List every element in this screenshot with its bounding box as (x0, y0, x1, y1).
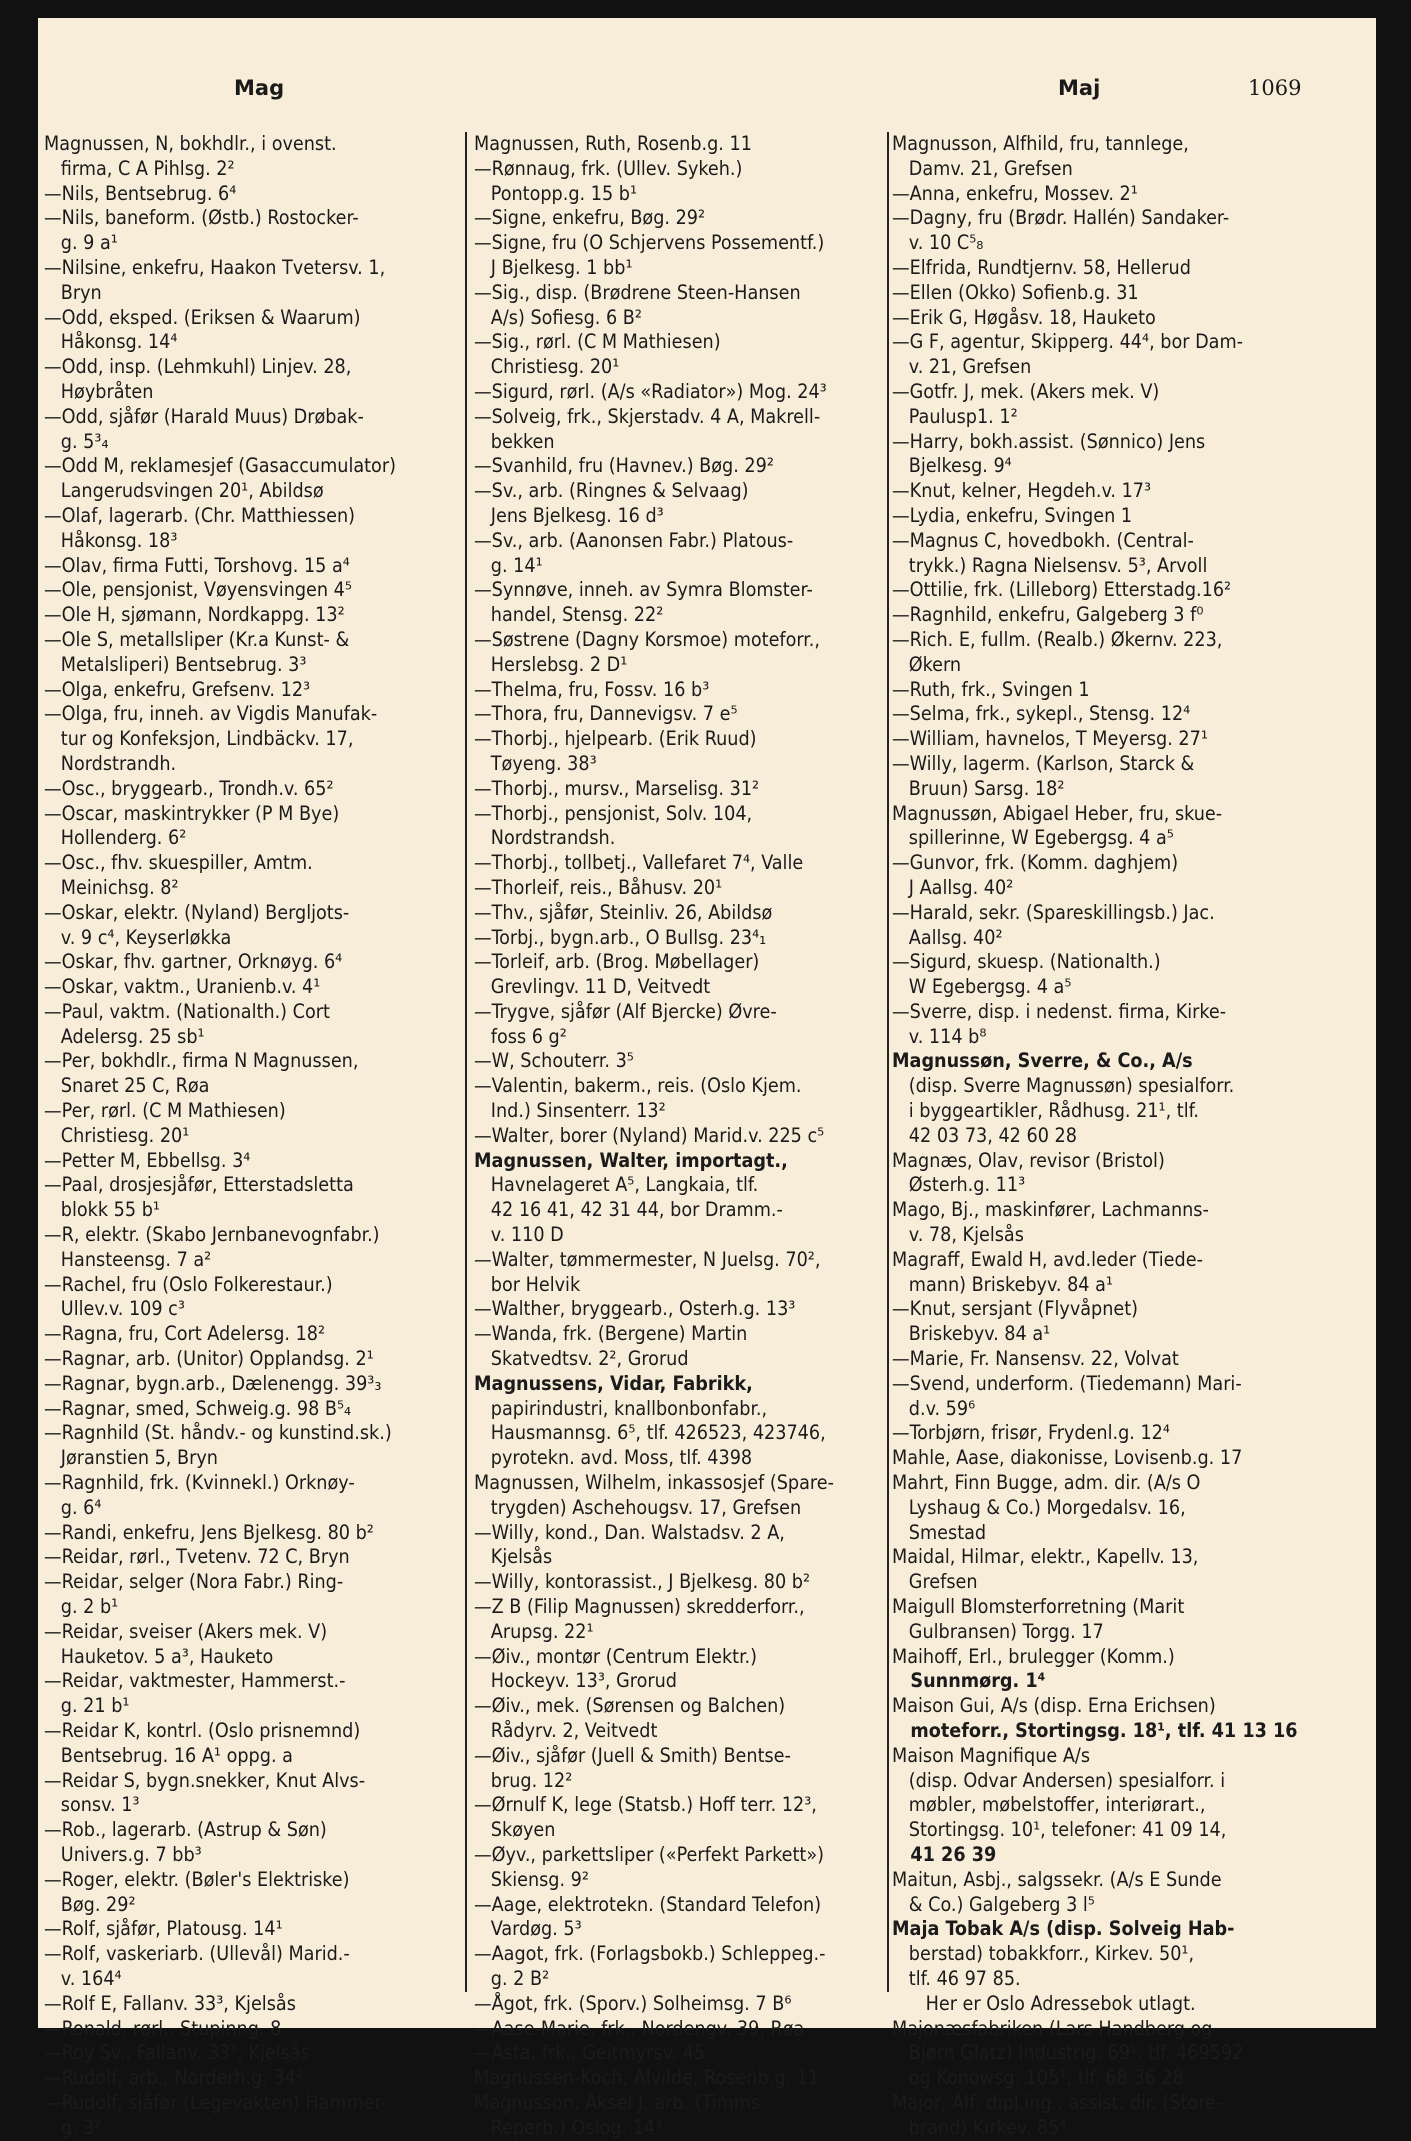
directory-entry-line: g. 3² (44, 2115, 102, 2139)
directory-entry-line: g. 5³₄ (44, 429, 109, 453)
directory-entry-line: —Harald, sekr. (Spareskillingsb.) Jac. (892, 900, 1215, 924)
column-divider-1 (465, 132, 467, 1992)
directory-entry-line: Magnussens, Vidar, Fabrikk, (474, 1371, 753, 1395)
directory-entry-line: —Magnus C, hovedbokh. (Central- (892, 528, 1194, 552)
directory-entry-line: Maison Magnifique A/s (892, 1743, 1091, 1767)
directory-entry-line: Maidal, Hilmar, elektr., Kapellv. 13, (892, 1545, 1199, 1569)
directory-entry-line: g. 6⁴ (44, 1495, 102, 1519)
directory-entry-line: d.v. 59⁶ (892, 1396, 976, 1420)
directory-entry-line: —Ragnhild (St. håndv.- og kunstind.sk.) (44, 1421, 392, 1445)
directory-entry-line: Herslebsg. 2 D¹ (474, 652, 628, 676)
directory-entry-line: —Svanhild, fru (Havnev.) Bøg. 29² (474, 454, 774, 478)
directory-entry-line: v. 21, Grefsen (892, 355, 1032, 379)
directory-entry-line: —Reidar S, bygn.snekker, Knut Alvs- (44, 1768, 366, 1792)
directory-entry-line: v. 114 b⁸ (892, 1024, 987, 1048)
directory-entry-line: Arupsg. 22¹ (474, 1619, 594, 1643)
directory-entry-line: —Walter, borer (Nyland) Marid.v. 225 c⁵ (474, 1123, 825, 1147)
directory-entry-line: —Ragnar, smed, Schweig.g. 98 B⁵₄ (44, 1396, 352, 1420)
directory-entry-line: —Signe, fru (O Schjervens Possementf.) (474, 231, 825, 255)
directory-entry-line: —Solveig, frk., Skjerstadv. 4 A, Makrell- (474, 404, 821, 428)
directory-entry-line: —Reidar, sveiser (Akers mek. V) (44, 1619, 328, 1643)
directory-entry-line: —Oskar, elektr. (Nyland) Bergljots- (44, 900, 350, 924)
directory-entry-line: Tøyeng. 38³ (474, 751, 597, 775)
directory-entry-line: pyrotekn. avd. Moss, tlf. 4398 (474, 1446, 753, 1470)
directory-entry-line: Skøyen (474, 1818, 556, 1842)
left-running-header: Mag (234, 76, 285, 100)
directory-entry-line: Univers.g. 7 bb³ (44, 1842, 202, 1866)
directory-entry-line: —Sigurd, rørl. (A/s «Radiator») Mog. 24³ (474, 379, 827, 403)
directory-entry-line: Bjørn Glatz) Industrig. 69¹, tlf. 469592 (892, 2041, 1244, 2065)
directory-entry-line: moteforr., Stortingsg. 18¹, tlf. 41 13 16 (892, 1719, 1298, 1742)
directory-entry-line: Østerh.g. 11³ (892, 1173, 1026, 1197)
directory-entry-line: Bjelkesg. 9⁴ (892, 454, 1012, 478)
directory-entry-line: Gulbransen) Torgg. 17 (892, 1619, 1104, 1643)
directory-entry-line: 41 26 39 (892, 1842, 997, 1866)
directory-entry-line: —Odd M, reklamesjef (Gasaccumulator) (44, 454, 396, 478)
directory-entry-line: & Co.) Galgeberg 3 l⁵ (892, 1892, 1095, 1916)
directory-entry-line: —Ole H, sjømann, Nordkappg. 13² (44, 603, 345, 627)
directory-entry-line: —Torbjørn, frisør, Frydenl.g. 12⁴ (892, 1421, 1170, 1445)
directory-entry-line: Stortingsg. 10¹, telefoner: 41 09 14, (892, 1818, 1227, 1842)
directory-entry-line: papirindustri, knallbonbonfabr., (474, 1396, 768, 1420)
directory-entry-line: g. 14¹ (474, 553, 543, 577)
directory-entry-line: —Nilsine, enkefru, Haakon Tvetersv. 1, (44, 255, 386, 279)
directory-entry-line: Hollenderg. 6² (44, 826, 187, 850)
directory-entry-line: Adelersg. 25 sb¹ (44, 1024, 205, 1048)
directory-entry-line: —Osc., fhv. skuespiller, Amtm. (44, 851, 313, 875)
directory-entry-line: mann) Briskebyv. 84 a¹ (892, 1272, 1113, 1296)
directory-entry-line: Jøranstien 5, Bryn (44, 1446, 218, 1470)
directory-entry-line: g. 2 b¹ (44, 1595, 119, 1619)
directory-entry-line: —Thorbj., mursv., Marselisg. 31² (474, 776, 760, 800)
directory-entry-line: Hausmannsg. 6⁵, tlf. 426523, 423746, (474, 1421, 826, 1445)
directory-entry-line: —Rolf, sjåfør, Platousg. 14¹ (44, 1917, 283, 1941)
directory-entry-line: handel, Stensg. 22² (474, 603, 664, 627)
directory-entry-line: —Ragnhild, frk. (Kvinnekl.) Orknøy- (44, 1471, 355, 1495)
directory-entry-line: (disp. Sverre Magnussøn) spesialforr. (892, 1074, 1235, 1098)
directory-entry-line: Bøg. 29² (44, 1892, 136, 1916)
directory-entry-line: —Nils, baneform. (Østb.) Rostocker- (44, 206, 359, 230)
directory-entry-line: —Rachel, fru (Oslo Folkerestaur.) (44, 1272, 333, 1296)
directory-entry-line: —Sig., disp. (Brødrene Steen-Hansen (474, 280, 801, 304)
directory-entry-line: Pontopp.g. 15 b¹ (474, 181, 638, 205)
directory-entry-line: tlf. 46 97 85. (892, 1966, 1021, 1990)
directory-entry-line: —Odd, eksped. (Eriksen & Waarum) (44, 305, 361, 329)
directory-entry-line: Magnusson, Aksel J, arb. (Timms (474, 2090, 761, 2114)
directory-entry-line: —Ole S, metallsliper (Kr.a Kunst- & (44, 627, 350, 651)
directory-entry-line: Mahrt, Finn Bugge, adm. dir. (A/s O (892, 1471, 1201, 1495)
directory-entry-line: —Signe, enkefru, Bøg. 29² (474, 206, 706, 230)
directory-entry-line: —Ole, pensjonist, Vøyensvingen 4⁵ (44, 578, 352, 602)
directory-entry-line: —Rob., lagerarb. (Astrup & Søn) (44, 1818, 327, 1842)
directory-entry-line: berstad) tobakkforr., Kirkev. 50¹, (892, 1942, 1195, 1966)
directory-entry-line: —Knut, kelner, Hegdeh.v. 17³ (892, 479, 1152, 503)
directory-entry-line: Maihoff, Erl., brulegger (Komm.) (892, 1644, 1175, 1668)
directory-entry-line: Rådyrv. 2, Veitvedt (474, 1719, 658, 1742)
directory-entry-line: J Aallsg. 40² (892, 875, 1014, 899)
directory-entry-line: —Reidar K, kontrl. (Oslo prisnemnd) (44, 1719, 361, 1742)
directory-entry-line: Major, Alf, dipl.ing., assist. dir. (Store- (892, 2090, 1223, 2114)
directory-entry-line: v. 110 D (474, 1223, 564, 1247)
directory-entry-line: —Willy, kontorassist., J Bjelkesg. 80 b² (474, 1570, 811, 1594)
directory-entry-line: —Oskar, fhv. gartner, Orknøyg. 6⁴ (44, 950, 343, 974)
directory-entry-line: spillerinne, W Egebergsg. 4 a⁵ (892, 826, 1174, 850)
directory-entry-line: —Sv., arb. (Ringnes & Selvaag) (474, 479, 749, 503)
directory-entry-line: Vardøg. 5³ (474, 1917, 582, 1941)
directory-entry-line: —Paal, drosjesjåfør, Etterstadsletta (44, 1173, 354, 1197)
directory-entry-line: —Olav, firma Futti, Torshovg. 15 a⁴ (44, 553, 350, 577)
directory-entry-line: —Torbj., bygn.arb., O Bullsg. 23⁴₁ (474, 925, 767, 949)
directory-entry-line: i byggeartikler, Rådhusg. 21¹, tlf. (892, 1099, 1199, 1123)
directory-entry-line: Maja Tobak A/s (disp. Solveig Hab- (892, 1917, 1235, 1941)
directory-entry-line: blokk 55 b¹ (44, 1198, 160, 1222)
directory-entry-line: —Sverre, disp. i nedenst. firma, Kirke- (892, 999, 1227, 1023)
directory-entry-line: —G F, agentur, Skipperg. 44⁴, bor Dam- (892, 330, 1243, 354)
directory-entry-line: Hansteensg. 7 a² (44, 1247, 212, 1271)
directory-entry-line: —Willy, kond., Dan. Walstadsv. 2 A, (474, 1520, 785, 1544)
directory-entry-line: —Roy Sv., Fallanv. 33³, Kjelsås (44, 2041, 310, 2065)
directory-entry-line: Ullev.v. 109 c³ (44, 1297, 185, 1321)
directory-entry-line: —Olaf, lagerarb. (Chr. Matthiessen) (44, 503, 356, 527)
directory-entry-line: v. 10 C⁵₈ (892, 231, 984, 255)
directory-entry-line: A/s) Sofiesg. 6 B² (474, 305, 642, 329)
directory-entry-line: —Lydia, enkefru, Svingen 1 (892, 503, 1133, 527)
directory-entry-line: —Åsta, frk., Geitmyrsv. 45 (474, 2041, 706, 2065)
directory-entry-line: (disp. Odvar Andersen) spesialforr. i (892, 1768, 1226, 1792)
directory-entry-line: g. 2 B² (474, 1966, 550, 1990)
directory-entry-line: —Synnøve, inneh. av Symra Blomster- (474, 578, 813, 602)
directory-entry-line: —Aase-Marie, frk., Nordengv. 39, Røa (474, 2016, 805, 2040)
directory-entry-line: g. 9 a¹ (44, 231, 118, 255)
column-3 (892, 132, 1310, 2141)
directory-entry-line: —Ragnar, arb. (Unitor) Opplandsg. 2¹ (44, 1347, 374, 1371)
directory-entry-line: trygden) Aschehougsv. 17, Grefsen (474, 1495, 802, 1519)
directory-entry-line: Magnussøn, Abigael Heber, fru, skue- (892, 801, 1223, 825)
directory-entry-line: v. 9 c⁴, Keyserløkka (44, 925, 232, 949)
directory-entry-line: Høybråten (44, 379, 154, 403)
directory-entry-line: Jens Bjelkesg. 16 d³ (474, 503, 664, 527)
page-number: 1069 (1248, 76, 1302, 100)
directory-entry-line: —Harry, bokh.assist. (Sønnico) Jens (892, 429, 1206, 453)
directory-entry-line: —Thelma, fru, Fossv. 16 b³ (474, 677, 710, 701)
directory-entry-line: Langerudsvingen 20¹, Abildsø (44, 479, 324, 503)
directory-entry-line: —Randi, enkefru, Jens Bjelkesg. 80 b² (44, 1520, 374, 1544)
directory-entry-line: —Olga, fru, inneh. av Vigdis Manufak- (44, 702, 378, 726)
directory-entry-line: —Walter, tømmermester, N Juelsg. 70², (474, 1247, 821, 1271)
directory-entry-line: —Wanda, frk. (Bergene) Martin (474, 1322, 748, 1346)
directory-entry-line: —Sig., rørl. (C M Mathiesen) (474, 330, 721, 354)
directory-entry-line: Grevlingv. 11 D, Veitvedt (474, 975, 711, 999)
directory-entry-line: Bruun) Sarsg. 18² (892, 776, 1065, 800)
directory-entry-line: trykk.) Ragna Nielsensv. 5³, Arvoll (892, 553, 1208, 577)
directory-entry-line: Maison Gui, A/s (disp. Erna Erichsen) (892, 1694, 1216, 1718)
directory-entry-line: foss 6 g² (474, 1024, 567, 1048)
directory-entry-line: Økern (892, 652, 962, 676)
directory-entry-line: —W, Schouterr. 3⁵ (474, 1049, 634, 1073)
directory-entry-line: g. 21 b¹ (44, 1694, 130, 1718)
directory-entry-line: —William, havnelos, T Meyersg. 27¹ (892, 727, 1208, 751)
directory-entry-line: Hauketov. 5 a³, Hauketo (44, 1644, 274, 1668)
directory-entry-line: Magnussen, N, bokhdlr., i ovenst. (44, 132, 337, 155)
directory-entry-line: v. 164⁴ (44, 1966, 122, 1990)
directory-entry-line: —Z B (Filip Magnussen) skredderforr., (474, 1595, 805, 1619)
directory-entry-line: Skatvedtsv. 2², Grorud (474, 1347, 689, 1371)
directory-entry-line: —Odd, sjåfør (Harald Muus) Drøbak- (44, 404, 364, 428)
directory-entry-line: —Rolf E, Fallanv. 33³, Kjelsås (44, 1991, 296, 2015)
directory-entry-line: tur og Konfeksjon, Lindbäckv. 17, (44, 727, 354, 751)
directory-entry-line: Metalsliperi) Bentsebrug. 3³ (44, 652, 307, 676)
directory-entry-line: —Thorbj., pensjonist, Solv. 104, (474, 801, 753, 825)
center-running-header: Maj (1058, 76, 1101, 100)
directory-entry-line: —Søstrene (Dagny Korsmoe) moteforr., (474, 627, 820, 651)
directory-entry-line: —Thorleif, reis., Båhusv. 20¹ (474, 875, 723, 899)
directory-entry-line: —Anna, enkefru, Mossev. 2¹ (892, 181, 1138, 205)
directory-entry-line: —Øiv., sjåfør (Juell & Smith) Bentse- (474, 1743, 791, 1767)
directory-page (38, 18, 1376, 2139)
directory-entry-line: —Øiv., montør (Centrum Elektr.) (474, 1644, 757, 1668)
directory-entry-line: —Oskar, vaktm., Uranienb.v. 4¹ (44, 975, 321, 999)
directory-entry-line: —Selma, frk., sykepl., Stensg. 12⁴ (892, 702, 1191, 726)
directory-entry-line: —Sv., arb. (Aanonsen Fabr.) Platous- (474, 528, 794, 552)
directory-entry-line: Mago, Bj., maskinfører, Lachmanns- (892, 1198, 1209, 1222)
directory-entry-line: Skiensg. 9² (474, 1867, 589, 1891)
directory-entry-line: Grefsen (892, 1570, 978, 1594)
directory-entry-line: —Ragnar, bygn.arb., Dælenengg. 39³₃ (44, 1371, 382, 1395)
directory-entry-line: Magnussen, Wilhelm, inkassosjef (Spare- (474, 1471, 834, 1495)
directory-entry-line: Damv. 21, Grefsen (892, 156, 1073, 180)
directory-entry-line: —Petter M, Ebbellsg. 3⁴ (44, 1148, 251, 1172)
directory-entry-line: J Bjelkesg. 1 bb¹ (474, 255, 633, 279)
directory-entry-line: Sunnmørg. 1⁴ (892, 1669, 1046, 1693)
directory-entry-line: —Øyv., parkettsliper («Perfekt Parkett») (474, 1842, 824, 1866)
directory-entry-line: W Egebergsg. 4 a⁵ (892, 975, 1072, 999)
directory-entry-line: Christiesg. 20¹ (474, 355, 620, 379)
directory-entry-line: —Aagot, frk. (Forlagsbokb.) Schleppeg.- (474, 1942, 826, 1966)
directory-entry-line: Håkonsg. 14⁴ (44, 330, 178, 354)
directory-entry-line: —Gunvor, frk. (Komm. daghjem) (892, 851, 1179, 875)
directory-entry-line: —Osc., bryggearb., Trondh.v. 65² (44, 776, 334, 800)
directory-entry-line: —Willy, lagerm. (Karlson, Starck & (892, 751, 1195, 775)
directory-entry-line: Smestad (892, 1520, 987, 1544)
directory-entry-line: Snaret 25 C, Røa (44, 1074, 210, 1098)
directory-entry-line: Christiesg. 20¹ (44, 1123, 190, 1147)
directory-entry-line: —Roger, elektr. (Bøler's Elektriske) (44, 1867, 350, 1891)
directory-entry-line: —Knut, sersjant (Flyvåpnet) (892, 1297, 1139, 1321)
directory-entry-line: Her er Oslo Adressebok utlagt. (892, 1991, 1196, 2015)
directory-entry-line: —Ellen (Okko) Sofienb.g. 31 (892, 280, 1139, 304)
directory-entry-line: Briskebyv. 84 a¹ (892, 1322, 1051, 1346)
directory-entry-line: —Ronald, rørl., Stupinng. 8 (44, 2016, 282, 2040)
directory-entry-line: brug. 12² (474, 1768, 573, 1792)
directory-entry-line: —Valentin, bakerm., reis. (Oslo Kjem. (474, 1074, 802, 1098)
directory-entry-line: —Odd, insp. (Lehmkuhl) Linjev. 28, (44, 355, 352, 379)
column-2 (474, 132, 892, 2141)
directory-entry-line: Magnussøn, Sverre, & Co., A/s (892, 1049, 1193, 1073)
directory-entry-line: —Reidar, selger (Nora Fabr.) Ring- (44, 1570, 344, 1594)
directory-entry-line: —Ågot, frk. (Sporv.) Solheimsg. 7 B⁶ (474, 1991, 792, 2015)
directory-entry-line: Håkonsg. 18³ (44, 528, 178, 552)
directory-entry-line: firma, C A Pihlsg. 2² (44, 156, 235, 180)
directory-entry-line: bor Helvik (474, 1272, 581, 1296)
directory-entry-line: —Olga, enkefru, Grefsenv. 12³ (44, 677, 311, 701)
directory-entry-line: Aallsg. 40² (892, 925, 1003, 949)
directory-entry-line: —Ragnhild, enkefru, Galgeberg 3 f⁰ (892, 603, 1204, 627)
directory-entry-line: —Thora, fru, Dannevigsv. 7 e⁵ (474, 702, 738, 726)
directory-entry-line: —Thorbj., hjelpearb. (Erik Ruud) (474, 727, 757, 751)
directory-entry-line: —Paul, vaktm. (Nationalth.) Cort (44, 999, 330, 1023)
directory-entry-line: Kjelsås (474, 1545, 553, 1569)
directory-entry-line: Mahle, Aase, diakonisse, Lovisenb.g. 17 (892, 1446, 1243, 1470)
directory-entry-line: Nordstrandsh. (474, 826, 616, 850)
directory-entry-line: Magnusson, Alfhild, fru, tannlege, (892, 132, 1189, 155)
directory-entry-line: —Ørnulf K, lege (Statsb.) Hoff terr. 12³, (474, 1793, 817, 1817)
directory-entry-line: Magnussen, Ruth, Rosenb.g. 11 (474, 132, 752, 155)
directory-entry-line: —Rich. E, fullm. (Realb.) Økernv. 223, (892, 627, 1223, 651)
directory-entry-line: —Oscar, maskintrykker (P M Bye) (44, 801, 340, 825)
directory-entry-line: Ind.) Sinsenterr. 13² (474, 1099, 666, 1123)
directory-entry-line: Majonæsfabriken (Lars Handberg og (892, 2016, 1213, 2040)
directory-entry-line: —Marie, Fr. Nansensv. 22, Volvat (892, 1347, 1179, 1371)
directory-entry-line: —Thv., sjåfør, Steinliv. 26, Abildsø (474, 900, 773, 924)
directory-entry-line: Magnussen, Walter, importagt., (474, 1148, 788, 1172)
directory-entry-line: Magraff, Ewald H, avd.leder (Tiede- (892, 1247, 1203, 1271)
directory-entry-line: —Sigurd, skuesp. (Nationalth.) (892, 950, 1161, 974)
column-divider-2 (887, 132, 889, 1992)
directory-entry-line: sonsv. 1³ (44, 1793, 140, 1817)
directory-entry-line: —Torleif, arb. (Brog. Møbellager) (474, 950, 760, 974)
directory-entry-line: og Konowsg. 105¹, tlf. 68 36 28 (892, 2066, 1184, 2090)
directory-entry-line: —Ottilie, frk. (Lilleborg) Etterstadg.16² (892, 578, 1232, 602)
directory-entry-line: —Ruth, frk., Svingen 1 (892, 677, 1090, 701)
directory-entry-line: Bentsebrug. 16 A¹ oppg. a (44, 1743, 293, 1767)
directory-entry-line: Maitun, Asbj., salgssekr. (A/s E Sunde (892, 1867, 1222, 1891)
directory-entry-line: —Per, rørl. (C M Mathiesen) (44, 1099, 286, 1123)
directory-entry-line: —Rolf, vaskeriarb. (Ullevål) Marid.- (44, 1942, 350, 1966)
directory-entry-line: —Aage, elektrotekn. (Standard Telefon) (474, 1892, 822, 1916)
directory-entry-line: —Elfrida, Rundtjernv. 58, Hellerud (892, 255, 1191, 279)
directory-entry-line: Nordstrandh. (44, 751, 177, 775)
directory-entry-line: —Reidar, vaktmester, Hammerst.- (44, 1669, 346, 1693)
directory-entry-line: —Øiv., mek. (Sørensen og Balchen) (474, 1694, 786, 1718)
directory-entry-line: møbler, møbelstoffer, interiørart., (892, 1793, 1206, 1817)
directory-entry-line: —R, elektr. (Skabo Jernbanevognfabr.) (44, 1223, 380, 1247)
directory-entry-line: Magnussen-Koch, Alvilde, Rosenb.g. 11 (474, 2066, 820, 2090)
directory-entry-line: Lyshaug & Co.) Morgedalsv. 16, (892, 1495, 1186, 1519)
directory-entry-line: 42 16 41, 42 31 44, bor Dramm.- (474, 1198, 783, 1222)
directory-entry-line: —Ragna, fru, Cort Adelersg. 18² (44, 1322, 326, 1346)
directory-entry-line: —Rudolf, arb., Norderh.g. 34² (44, 2066, 303, 2090)
directory-entry-line: Bryn (44, 280, 102, 304)
directory-entry-line: —Erik G, Høgåsv. 18, Hauketo (892, 305, 1156, 329)
directory-entry-line: bekken (474, 429, 555, 453)
directory-entry-line: —Gotfr. J, mek. (Akers mek. V) (892, 379, 1160, 403)
directory-entry-line: —Dagny, fru (Brødr. Hallén) Sandaker- (892, 206, 1230, 230)
directory-entry-line: 42 03 73, 42 60 28 (892, 1123, 1077, 1147)
directory-entry-line: —Per, bokhdlr., firma N Magnussen, (44, 1049, 359, 1073)
directory-entry-line: Maigull Blomsterforretning (Marit (892, 1595, 1185, 1619)
directory-entry-line: brand) Kirkev. 85⁴ (892, 2115, 1067, 2139)
directory-entry-line: Meinichsg. 8² (44, 875, 179, 899)
directory-entry-line: —Nils, Bentsebrug. 6⁴ (44, 181, 237, 205)
directory-entry-line: v. 78, Kjelsås (892, 1223, 1024, 1247)
directory-entry-line: Paulusp1. 1² (892, 404, 1018, 428)
directory-entry-line: —Svend, underform. (Tiedemann) Mari- (892, 1371, 1242, 1395)
directory-entry-line: —Trygve, sjåfør (Alf Bjercke) Øvre- (474, 999, 777, 1023)
directory-entry-line: Hockeyv. 13³, Grorud (474, 1669, 677, 1693)
directory-entry-line: —Rudolf, sjåfør (Legevakten) Hammer- (44, 2090, 387, 2114)
directory-entry-line: Havnelageret A⁵, Langkaia, tlf. (474, 1173, 759, 1197)
directory-entry-line: —Walther, bryggearb., Osterh.g. 13³ (474, 1297, 796, 1321)
directory-entry-line: —Reidar, rørl., Tvetenv. 72 C, Bryn (44, 1545, 350, 1569)
directory-entry-line: —Rønnaug, frk. (Ullev. Sykeh.) (474, 156, 743, 180)
directory-entry-line: —Thorbj., tollbetj., Vallefaret 7⁴, Valle (474, 851, 804, 875)
directory-entry-line: Reperb.) Oslog. 14³ (474, 2115, 663, 2139)
directory-entry-line: Magnæs, Olav, revisor (Bristol) (892, 1148, 1165, 1172)
column-1 (44, 132, 454, 2141)
